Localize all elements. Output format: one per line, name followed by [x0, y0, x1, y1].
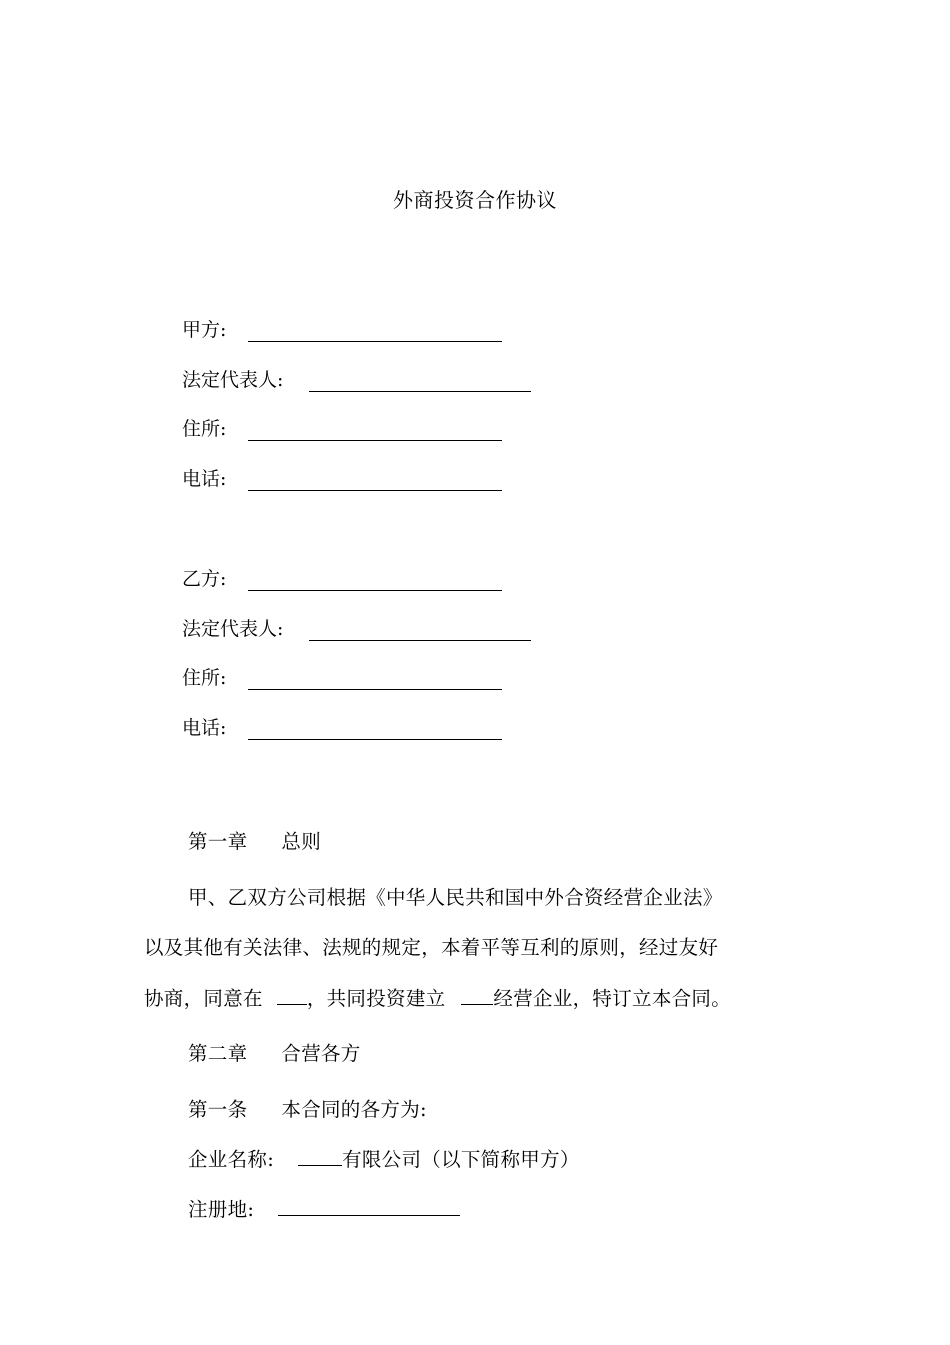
party-b-phone-label: 电话: — [182, 717, 227, 739]
article-1-number: 第一条 — [188, 1098, 248, 1121]
chapter-1-number: 第一章 — [188, 830, 248, 853]
party-a-name-label: 甲方: — [182, 319, 227, 341]
party-b-address-label: 住所: — [182, 667, 227, 689]
para-line-3-part-c: 经营企业，特订立本合同。 — [493, 987, 732, 1010]
party-a-name-blank[interactable] — [248, 323, 502, 342]
party-a-rep-blank[interactable] — [309, 373, 531, 392]
chapter-1-para-line-3 — [144, 983, 731, 1011]
party-b-rep-label: 法定代表人: — [182, 618, 284, 640]
party-a-phone-field — [182, 461, 502, 491]
party-a-phone-label: 电话: — [182, 468, 227, 490]
article-1 — [188, 1094, 427, 1122]
chapter-2-heading — [188, 1038, 361, 1066]
party-a-address-label: 住所: — [182, 418, 227, 440]
article-1-text: 本合同的各方为: — [281, 1098, 427, 1121]
party-b-phone-blank[interactable] — [248, 721, 502, 740]
chapter-1-heading — [188, 826, 321, 854]
party-b-address-field — [182, 660, 502, 690]
company-name-blank[interactable] — [298, 1147, 342, 1166]
location-blank[interactable] — [277, 986, 307, 1005]
registered-address-row — [188, 1194, 460, 1222]
party-b-rep-field — [182, 611, 531, 641]
document-title: 外商投资合作协议 — [393, 188, 557, 212]
para-line-3-part-b: ，共同投资建立 — [306, 987, 446, 1010]
chapter-1-title: 总则 — [281, 830, 322, 853]
para-line-3-part-a: 协商，同意在 — [144, 987, 263, 1010]
party-b-phone-field — [182, 710, 502, 740]
party-b-name-label: 乙方: — [182, 568, 227, 590]
party-b-rep-blank[interactable] — [309, 622, 531, 641]
company-name-label: 企业名称: — [188, 1148, 275, 1171]
party-a-address-field — [182, 411, 502, 441]
chapter-1-para-line-1: 甲、乙双方公司根据《中华人民共和国中外合资经营企业法》 — [188, 886, 723, 909]
party-b-name-field — [182, 561, 502, 591]
registered-address-blank[interactable] — [278, 1197, 460, 1216]
chapter-2-title: 合营各方 — [281, 1042, 361, 1065]
party-a-rep-field — [182, 362, 531, 392]
company-name-row — [188, 1144, 580, 1172]
party-a-rep-label: 法定代表人: — [182, 369, 284, 391]
company-name-suffix: 有限公司（以下简称甲方） — [342, 1148, 580, 1171]
chapter-2-number: 第二章 — [188, 1042, 248, 1065]
party-a-phone-blank[interactable] — [248, 472, 502, 491]
registered-address-label: 注册地: — [188, 1198, 255, 1221]
party-a-address-blank[interactable] — [248, 422, 502, 441]
chapter-1-para-line-2: 以及其他有关法律、法规的规定，本着平等互利的原则，经过友好 — [144, 936, 719, 959]
party-b-name-blank[interactable] — [248, 572, 502, 591]
enterprise-type-blank[interactable] — [461, 986, 493, 1005]
party-b-address-blank[interactable] — [248, 671, 502, 690]
party-a-name-field — [182, 312, 502, 342]
